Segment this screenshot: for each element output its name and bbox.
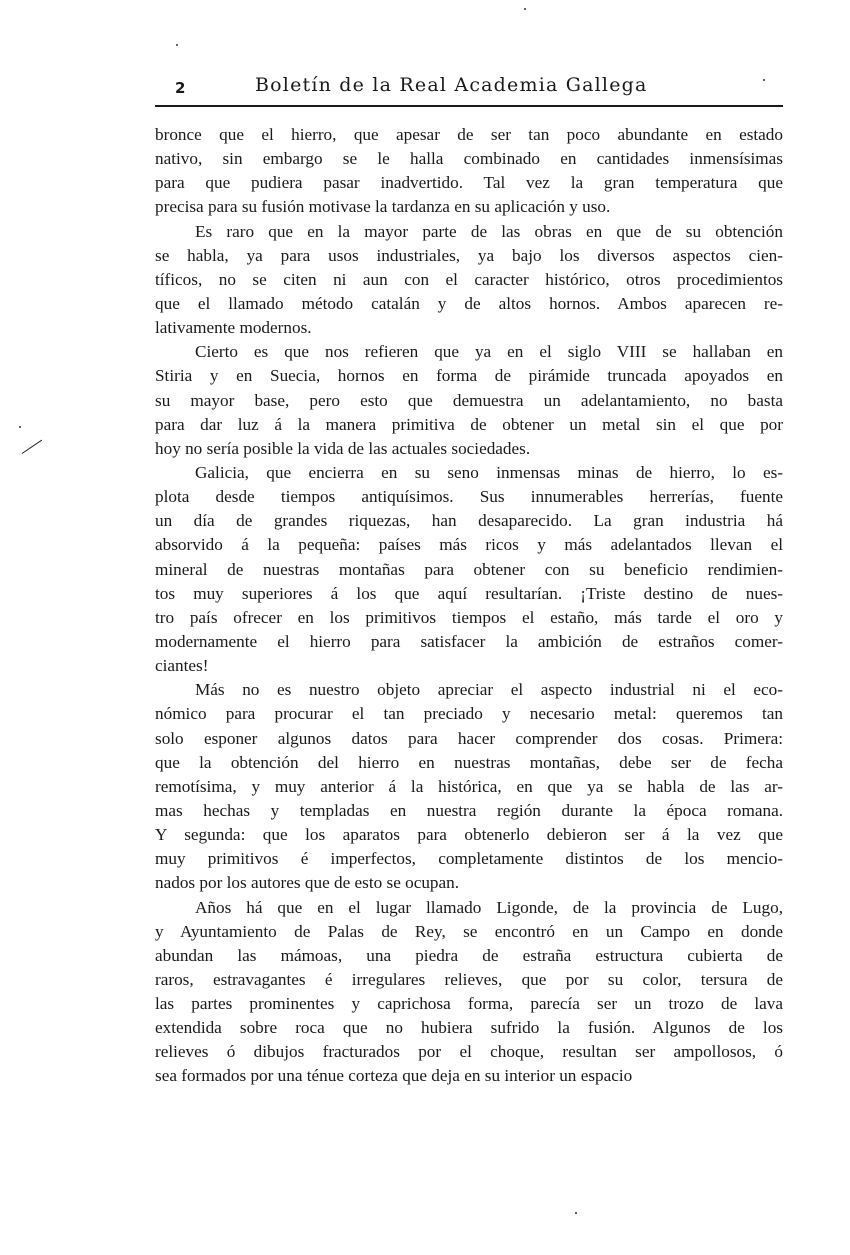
text-line: ciantes! [155, 656, 209, 676]
text-line: nativo, sin embargo se le halla combinado en cantidades inmensísimas [155, 149, 783, 169]
text-line: raros, estravagantes é irregulares relieves, que por su color, tersura de [155, 969, 783, 989]
text-line: relieves ó dibujos fracturados por el choque, resultan ser ampollosos, ó [155, 1042, 783, 1062]
text-line: tro país ofrecer en los primitivos tiempos el estaño, más tarde el oro y [155, 607, 783, 627]
text-line: modernamente el hierro para satisfacer la ambición de estraños comer- [155, 631, 783, 651]
text-line: abundan las mámoas, una piedra de estraña estructura cubierta de [155, 945, 783, 965]
text-line: remotísima, y muy anterior á la histórica, en que ya se habla de las ar- [155, 776, 783, 796]
header-rule [155, 105, 783, 107]
paragraph [155, 220, 783, 341]
text-line: Años há que en el lugar llamado Ligonde, de la provincia de Lugo, [195, 897, 783, 917]
text-line: que la obtención del hierro en nuestras montañas, debe ser de fecha [155, 752, 783, 772]
text-line: plota desde tiempos antiquísimos. Sus innumerables herrerías, fuente [155, 487, 783, 507]
text-line: nómico para procurar el tan preciado y necesario metal: queremos tan [155, 704, 783, 724]
text-line: Stiria y en Suecia, hornos en forma de pirámide truncada apoyados en [155, 366, 783, 386]
paragraph [155, 678, 783, 895]
paragraph [155, 461, 783, 678]
paragraph [155, 340, 783, 461]
text-line: para que pudiera pasar inadvertido. Tal vez la gran temperatura que [155, 173, 783, 193]
text-line: Más no es nuestro objeto apreciar el aspecto industrial ni el eco- [195, 680, 783, 700]
text-line: sea formados por una ténue corteza que deja en su interior un espacio [155, 1066, 633, 1086]
body-text [155, 123, 783, 1089]
text-line: muy primitivos é imperfectos, completamente distintos de los mencio- [155, 849, 783, 869]
text-line: las partes prominentes y caprichosa forma, parecía ser un trozo de lava [155, 994, 783, 1014]
scan-speck [763, 79, 765, 81]
text-line: mas hechas y templadas en nuestra región durante la época romana. [155, 800, 783, 820]
text-line: precisa para su fusión motivase la tardanza en su aplicación y uso. [155, 197, 611, 217]
text-line: Y segunda: que los aparatos para obtenerlo debieron ser á la vez que [155, 825, 783, 845]
text-line: bronce que el hierro, que apesar de ser tan poco abundante en estado [155, 125, 783, 144]
text-line: lativamente modernos. [155, 318, 312, 338]
scan-speck [176, 44, 178, 46]
text-line: nados por los autores que de esto se ocupan. [155, 873, 460, 893]
text-line: un día de grandes riquezas, han desaparecido. La gran industria há [155, 511, 783, 531]
text-line: para dar luz á la manera primitiva de obtener un metal sin el que por [155, 414, 783, 434]
text-line: su mayor base, pero esto que demuestra un adelantamiento, no basta [155, 390, 783, 410]
text-line: solo esponer algunos datos para hacer comprender dos cosas. Primera: [155, 728, 783, 748]
text-line: Cierto es que nos refieren que ya en el siglo VIII se hallaban en [195, 342, 783, 362]
scan-speck [524, 8, 526, 10]
page-number: 2 [175, 79, 186, 97]
margin-pencil-mark [22, 440, 42, 454]
text-line: absorvido á la pequeña: países más ricos y más adelantados llevan el [155, 535, 783, 555]
text-line: Galicia, que encierra en su seno inmensas minas de hierro, lo es- [195, 462, 783, 482]
running-header [155, 74, 783, 104]
text-line: Es raro que en la mayor parte de las obras en que de su obtención [195, 221, 783, 241]
scan-speck [19, 426, 21, 428]
text-line: y Ayuntamiento de Palas de Rey, se encontró en un Campo en donde [155, 921, 783, 941]
text-line: tíficos, no se citen ni aun con el caracter histórico, otros procedimientos [155, 269, 783, 289]
text-line: que el llamado método catalán y de altos hornos. Ambos aparecen re- [155, 293, 783, 313]
text-line: tos muy superiores á los que aquí resultarían. ¡Triste destino de nues- [155, 583, 783, 603]
text-line: extendida sobre roca que no hubiera sufrido la fusión. Algunos de los [155, 1018, 783, 1038]
text-line: hoy no sería posible la vida de las actuales sociedades. [155, 438, 531, 458]
text-line: mineral de nuestras montañas para obtener con su beneficio rendimien- [155, 559, 783, 579]
paragraph [155, 896, 783, 1089]
text-line: se habla, ya para usos industriales, ya bajo los diversos aspectos cien- [155, 245, 783, 265]
paragraph [155, 123, 783, 220]
scan-speck [575, 1212, 577, 1214]
journal-title: Boletín de la Real Academia Gallega [255, 74, 648, 96]
